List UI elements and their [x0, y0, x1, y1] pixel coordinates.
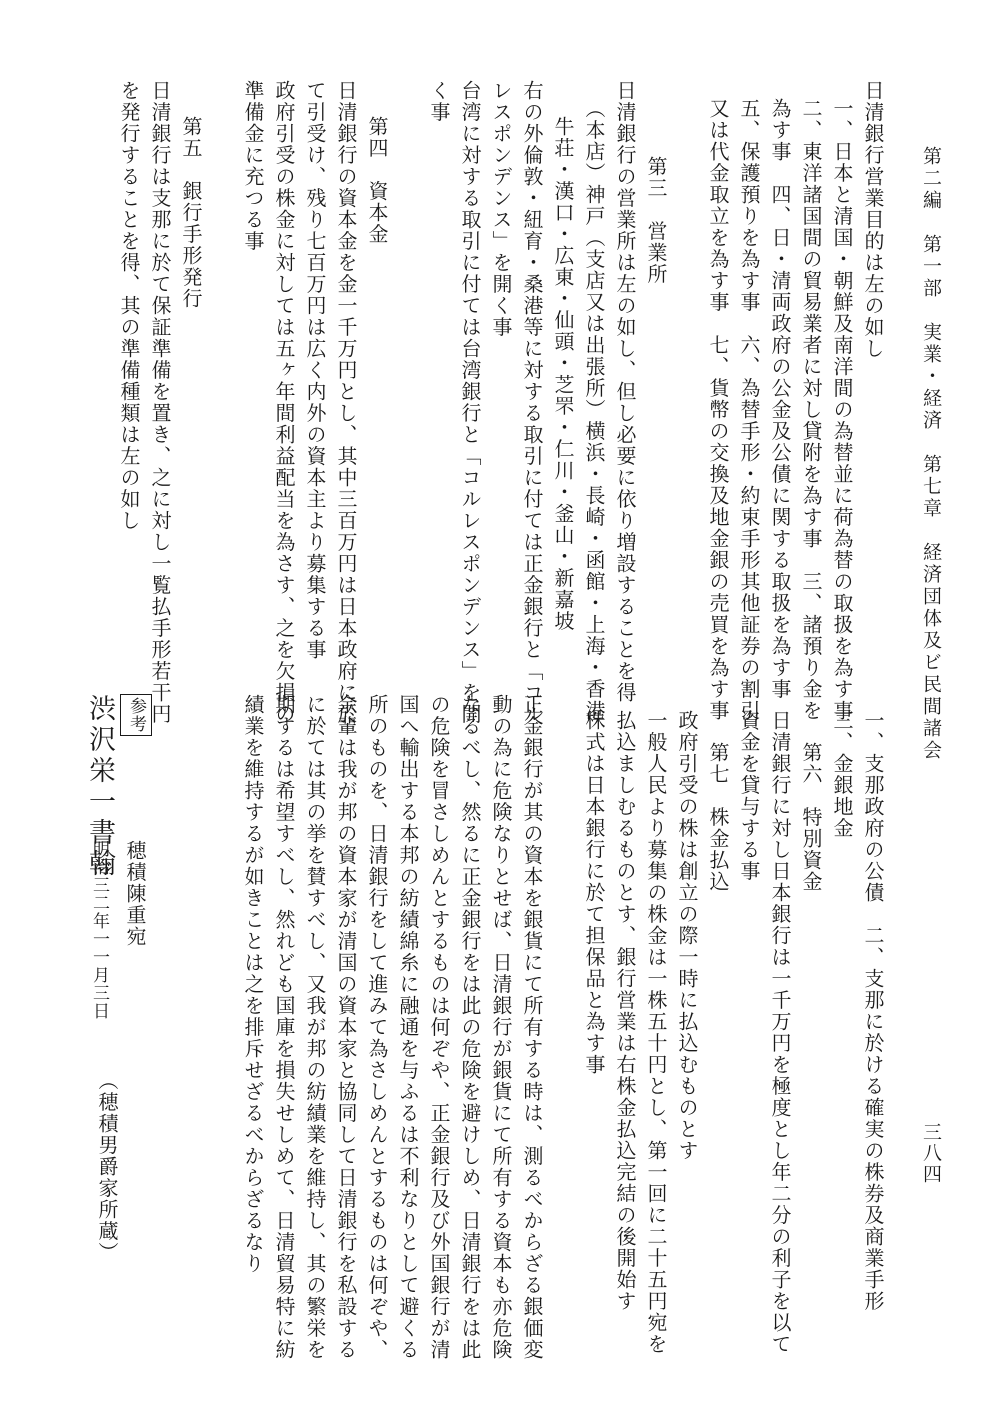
bottom-line-19: 期するは希望すべし、然れども国庫を損失せしめて、日清貿易特に紡: [272, 694, 296, 1361]
bottom-line-5: 資金を貸与する事: [737, 710, 761, 882]
recipient: 穂積陳重宛: [123, 840, 147, 948]
top-line-11: 右の外倫敦・紐育・桑港等に対する取引に付ては正金銀行と「コル: [520, 80, 544, 725]
section-heading-6: 第六 特別資金: [799, 742, 823, 893]
section-heading-3: 第三 営業所: [644, 156, 668, 285]
top-line-10: 牛荘・漢口・広東・仙頭・芝罘・仁川・釜山・新嘉坡: [551, 116, 575, 632]
bottom-line-1: 一、支那政府の公債 二、支那に於ける確実の株券及商業手形: [861, 710, 885, 1312]
letter-date: 明治三二年一一月三日: [89, 840, 109, 1020]
bottom-line-10: 株式は日本銀行に於て担保品と為す事: [582, 710, 606, 1076]
top-line-18: 政府引受の株金に対しては五ヶ年間利益配当を為さす、之を欠損の: [272, 80, 296, 725]
running-header: 第二編 第一部 実業・経済 第七章 経済団体及ビ民間諸会: [920, 146, 942, 762]
bottom-line-11: 正金銀行が其の資本を銀貨にて所有する時は、測るべからざる銀価変: [520, 694, 544, 1361]
section-heading-4: 第四 資本金: [365, 116, 389, 245]
bottom-line-14: の危険を冒さしめんとするものは何ぞや、正金銀行及び外国銀行が清: [427, 694, 451, 1361]
top-line-1: 日清銀行営業目的は左の如し: [861, 80, 885, 360]
bottom-line-8: 一般人民より募集の株金は一株五十円とし、第一回に二十五円宛を: [644, 710, 668, 1355]
top-line-2: 一、日本と清国・朝鮮及南洋間の為替並に荷為替の取扱を為す事: [830, 98, 854, 722]
bottom-line-16: 所のものを、日清銀行をして進みて為さしめんとするものは何ぞや、: [365, 694, 389, 1361]
top-line-22: を発行することを得、其の準備種類は左の如し: [117, 80, 141, 532]
top-line-3: 二、東洋諸国間の貿易業者に対し貸附を為す事 三、諸預り金を: [799, 98, 823, 722]
bottom-line-18: に於ては其の挙を賛すべし、又我が邦の紡績業を維持し、其の繁栄を: [303, 694, 327, 1361]
bottom-line-15: 国へ輸出する本邦の紡績綿糸に融通を与ふるは不利なりとして避くる: [396, 694, 420, 1361]
bottom-line-9: 払込ましむるものとす、銀行営業は右株金払込完結の後開始す: [613, 710, 637, 1312]
bottom-line-20: 績業を維持するが如きことは之を排斥せざるべからざるなり: [241, 694, 265, 1275]
top-line-6: 又は代金取立を為す事 七、貨幣の交換及地金銀の売買を為す事: [706, 98, 730, 722]
bottom-line-12: 動の為に危険なりとせば、日清銀行が銀貨にて所有する資本も亦危険: [489, 694, 513, 1361]
top-line-16: 日清銀行の資本金を金一千万円とし、其中三百万円は日本政府に於: [334, 80, 358, 725]
bottom-line-7: 政府引受の株は創立の際一時に払込むものとす: [675, 710, 699, 1162]
top-line-5: 五、保護預りを為す事 六、為替手形・約束手形其他証券の割引: [737, 98, 761, 722]
sankou-label-box: 参考: [120, 694, 152, 736]
section-heading-5: 第五 銀行手形発行: [179, 116, 203, 310]
top-line-17: て引受け、残り七百万円は広く内外の資本主より募集する事: [303, 80, 327, 661]
top-line-14: く事: [427, 80, 451, 123]
top-line-8: 日清銀行の営業所は左の如し、但し必要に依り増設することを得: [613, 80, 637, 704]
top-line-9: （本店）神戸（支店又は出張所）横浜・長崎・函館・上海・香港: [582, 98, 606, 722]
top-line-13: 台湾に対する取引に付ては台湾銀行と「コルレスポンデンス」を開: [458, 80, 482, 725]
top-line-21: 日清銀行は支那に於て保証準備を置き、之に対し一覧払手形若干円: [148, 80, 172, 725]
signature: 渋沢栄一書翰: [84, 694, 115, 880]
section-heading-7: 第七 株金払込: [706, 742, 730, 893]
bottom-line-4: 日清銀行に対し日本銀行は一千万円を極度とし年二分の利子を以て: [768, 710, 792, 1355]
bottom-line-13: なるべし、然るに正金銀行をは此の危険を避けしめ、日清銀行をは此: [458, 694, 482, 1361]
top-line-19: 準備金に充つる事: [241, 80, 265, 252]
bottom-line-2: 三、金銀地金: [830, 710, 854, 839]
bottom-line-17: 余輩は我が邦の資本家が清国の資本家と協同して日清銀行を私設する: [334, 694, 358, 1361]
top-line-12: レスポンデンス」を開く事: [489, 80, 513, 338]
source-note: （穂積男爵家所蔵）: [95, 1070, 119, 1264]
page-number: 三八四: [920, 1122, 942, 1185]
top-line-4: 為す事 四、日・清両政府の公金及公債に関する取扱を為す事: [768, 98, 792, 700]
sankou-label: [120, 694, 152, 736]
